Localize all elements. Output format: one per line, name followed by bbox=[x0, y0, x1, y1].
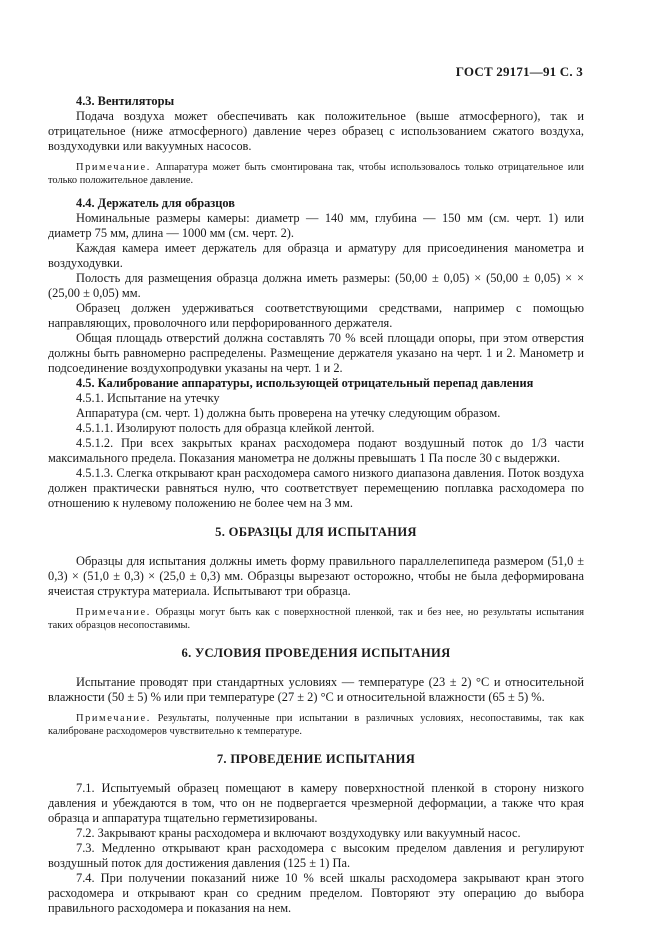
paragraph: 4.5.1. Испытание на утечку bbox=[76, 391, 220, 405]
paragraph: 4.5.1.1. Изолируют полость для образца клейкой лентой. bbox=[76, 421, 375, 435]
note-text: Аппаратура может быть смонтирована так, чтобы использовалось только отрицательное или только положительное давление. bbox=[48, 162, 584, 186]
subsection-title-4-3: 4.3. Вентиляторы bbox=[76, 94, 175, 108]
section-title-5: 5. ОБРАЗЦЫ ДЛЯ ИСПЫТАНИЯ bbox=[215, 525, 417, 539]
paragraph: Общая площадь отверстий должна составлять 70 % всей площади опоры, при этом отверстия должны быть равномерно распределены. Размещение держателя указано на черт. 1 и 2. Манометр и подсоединение воздухопродувки указаны на черт. 1 и 2. bbox=[48, 331, 584, 375]
paragraph: Аппаратура (см. черт. 1) должна быть проверена на утечку следующим образом. bbox=[76, 406, 501, 420]
note-label: Примечание. bbox=[76, 607, 151, 618]
paragraph: 4.5.1.2. При всех закрытых кранах расходомера подают воздушный поток до 1/3 части максимального предела. Показания манометра не должны превышать 1 Па после 30 с выдержки. bbox=[48, 436, 584, 465]
paragraph: Номинальные размеры камеры: диаметр — 140 мм, глубина — 150 мм (см. черт. 1) или диаметр 75 мм, длина — 1000 мм (см. черт. 2). bbox=[48, 211, 584, 240]
paragraph: 7.1. Испытуемый образец помещают в камеру поверхностной пленкой в сторону низкого давления и убеждаются в том, что он не подвергается чрезмерной деформации, а также что края образца и аппаратура тщательно герметизированы. bbox=[48, 781, 584, 825]
note bbox=[48, 712, 584, 738]
note-label: Примечание. bbox=[76, 713, 151, 724]
paragraph: Подача воздуха может обеспечивать как положительное (выше атмосферного), так и отрицательное (ниже атмосферного) давление через образец с использованием сжатого воздуха, воздуходувки или вакуумных насосов. bbox=[48, 109, 584, 153]
note-label: Примечание. bbox=[76, 162, 151, 173]
note-text: Результаты, полученные при испытании в различных условиях, несопоставимы, так как калиброване расходомеров чувствительно к температуре. bbox=[48, 713, 585, 737]
note-text: Образцы могут быть как с поверхностной пленкой, так и без нее, но результаты испытания таких образцов несопоставимы. bbox=[48, 607, 584, 631]
paragraph: 7.2. Закрывают краны расходомера и включают воздуходувку или вакуумный насос. bbox=[76, 826, 521, 840]
note bbox=[48, 606, 584, 632]
paragraph: Каждая камера имеет держатель для образца и арматуру для присоединения манометра и воздуходувки. bbox=[48, 241, 584, 270]
page-header: ГОСТ 29171—91 С. 3 bbox=[455, 64, 583, 79]
paragraph: Испытание проводят при стандартных условиях — температуре (23 ± 2) °С и относительной влажности (50 ± 5) % или при температуре (27 ± 2) °С и относительной влажности (65 ± 5) %. bbox=[48, 675, 584, 704]
paragraph: Образец должен удерживаться соответствующими средствами, например с помощью направляющих, проволочного или перфорированного держателя. bbox=[48, 301, 584, 330]
paragraph: 7.3. Медленно открывают кран расходомера с высоким пределом давления и регулируют воздушный поток для достижения давления (125 ± 1) Па. bbox=[48, 841, 584, 870]
paragraph: Полость для размещения образца должна иметь размеры: (50,00 ± 0,05) × (50,00 ± 0,05) × × (25,00 ± 0,05) мм. bbox=[48, 271, 584, 300]
note bbox=[48, 161, 584, 187]
paragraph: 7.4. При получении показаний ниже 10 % всей шкалы расходомера закрывают кран этого расходомера и открывают кран со средним пределом. Повторяют эту операцию до выбора правильного расходомера и показания на нем. bbox=[48, 871, 584, 915]
subsection-title-4-5: 4.5. Калибрование аппаратуры, использующей отрицательный перепад давления bbox=[76, 376, 534, 390]
subsection-title-4-4: 4.4. Держатель для образцов bbox=[76, 196, 235, 210]
paragraph: Образцы для испытания должны иметь форму правильного параллелепипеда размером (51,0 ± 0,3) × (51,0 ± 0,3) × (25,0 ± 0,3) мм. Образцы вырезают осторожно, чтобы не была деформирована ячеистая структура материала. Испытывают три образца. bbox=[48, 554, 584, 598]
document-body bbox=[48, 94, 584, 916]
paragraph: 4.5.1.3. Слегка открывают кран расходомера самого низкого диапазона давления. Поток воздуха должен практически равняться нулю, что соответствует перемещению поплавка расходомера по отношению к нулевому положению не более чем на 3 мм. bbox=[48, 466, 584, 510]
section-title-6: 6. УСЛОВИЯ ПРОВЕДЕНИЯ ИСПЫТАНИЯ bbox=[181, 646, 451, 660]
section-title-7: 7. ПРОВЕДЕНИЕ ИСПЫТАНИЯ bbox=[216, 752, 416, 766]
